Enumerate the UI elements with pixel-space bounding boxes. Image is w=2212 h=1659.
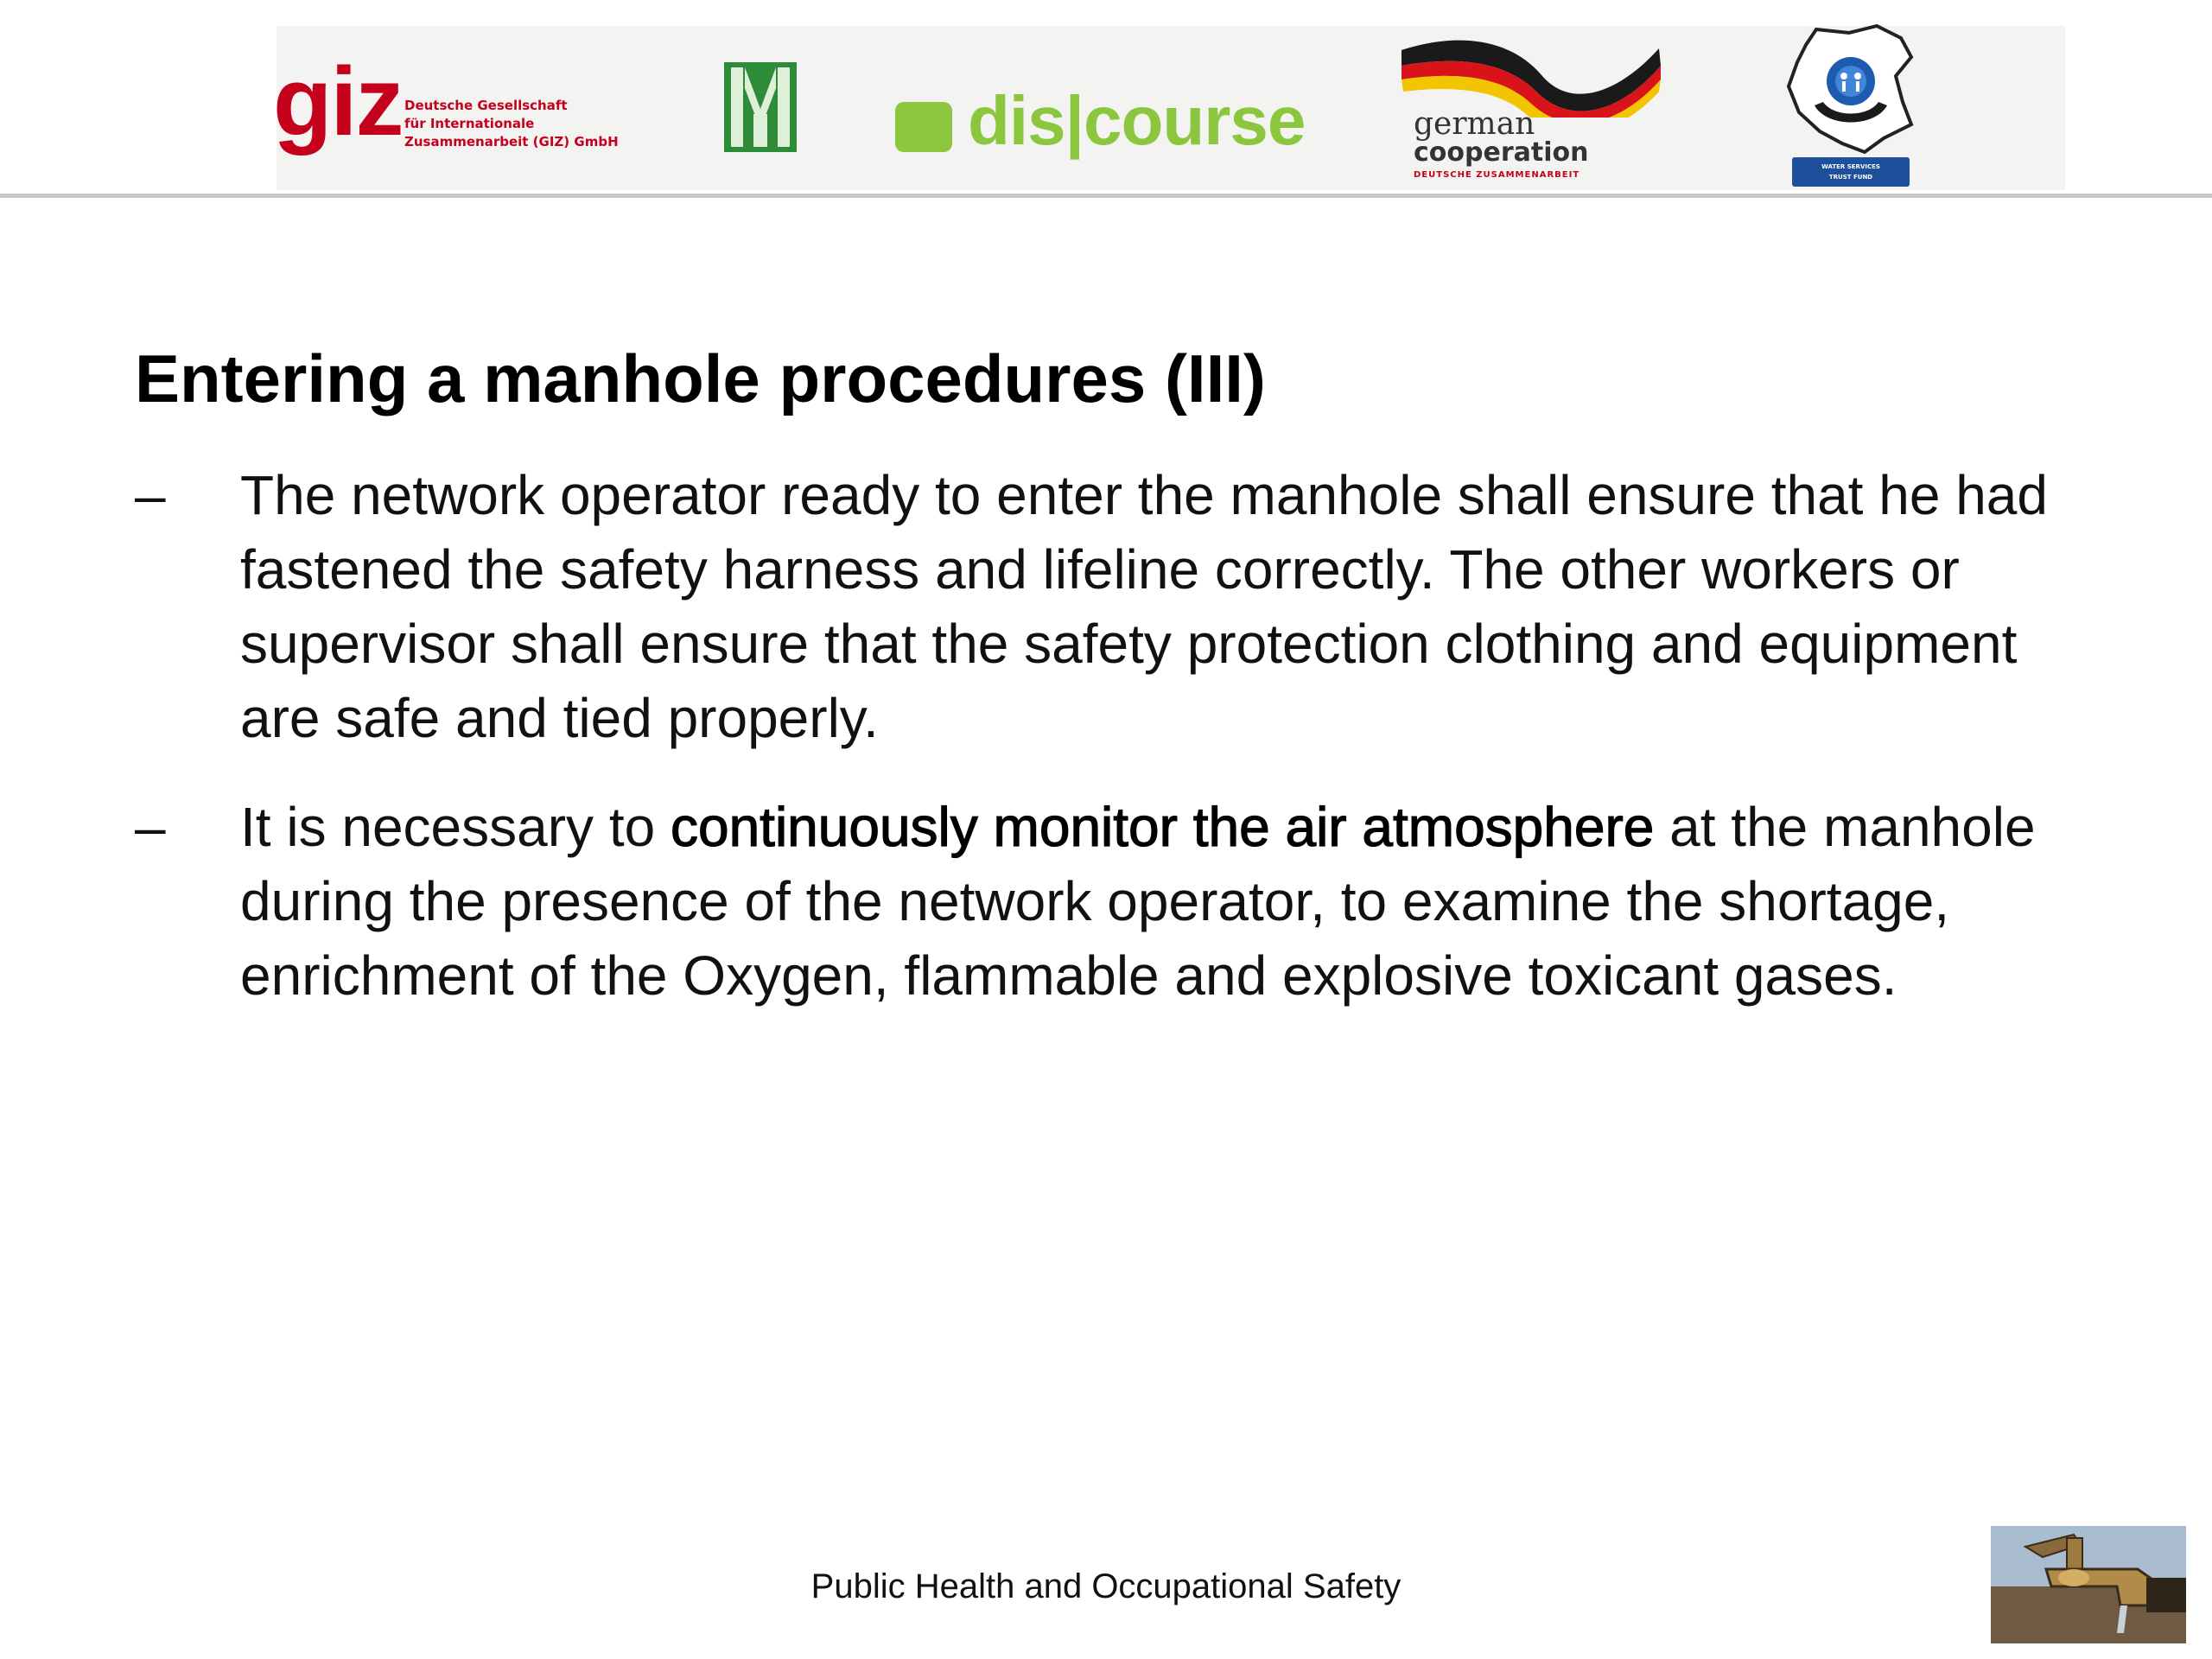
giz-logo-line: Deutsche Gesellschaft [404, 98, 568, 113]
discourse-logo [895, 82, 1306, 173]
bullet-list [0, 458, 2212, 1047]
footer-title: Public Health and Occupational Safety [810, 1567, 1402, 1605]
slide-title: Entering a manhole procedures (III) [135, 340, 1266, 416]
german-cooperation-line3: DEUTSCHE ZUSAMMENARBEIT [1414, 170, 1580, 180]
bullet-text-before: It is necessary to [240, 796, 671, 858]
ministry-m-logo [724, 62, 797, 152]
wstf-banner-line2: TRUST FUND [1828, 174, 1873, 181]
german-flag-ribbon-icon [1400, 31, 1668, 118]
german-cooperation-logo [1400, 31, 1668, 187]
water-tap-icon [1991, 1526, 2186, 1643]
bullet-item [0, 790, 2212, 1013]
wstf-banner-line1: WATER SERVICES [1821, 163, 1880, 170]
m-mark-icon [724, 62, 797, 152]
bullet-text: The network operator ready to enter the manhole shall ensure that he had fastened the safety harness and lifeline correctly. The other workers or supervisor shall ensure that the safety protection clothing and equipment are safe and tied properly. [240, 464, 2048, 749]
discourse-logo-word: dis|course [968, 82, 1306, 159]
discourse-square-icon [895, 102, 952, 152]
giz-logo-line: für Internationale [404, 116, 535, 131]
bullet-text [240, 790, 2089, 1013]
giz-logo-word: giz [273, 48, 403, 156]
giz-logo-subtitle [404, 97, 619, 151]
kenya-map-emblem-icon [1782, 22, 1920, 161]
giz-logo [273, 48, 636, 176]
german-cooperation-line2: cooperation [1414, 137, 1589, 168]
bullet-dash-icon: – [135, 464, 166, 526]
giz-logo-line: Zusammenarbeit (GIZ) GmbH [404, 134, 619, 149]
wstf-banner [1792, 157, 1910, 187]
bullet-text-after: at the manhole during the presence of the network operator, to examine the shortage, enrichment of the Oxygen, flammable and explosive toxicant gases. [240, 796, 2036, 1007]
header-band [0, 0, 2212, 195]
bullet-item [0, 458, 2212, 755]
bullet-dash-icon: – [135, 796, 166, 858]
german-cooperation-line1: german [1414, 106, 1535, 142]
water-services-trust-fund-logo [1782, 22, 1920, 192]
header-divider [0, 194, 2212, 198]
water-tap-photo [1991, 1526, 2186, 1643]
bullet-text-emphasis: continuously monitor the air atmosphere [670, 796, 1655, 858]
